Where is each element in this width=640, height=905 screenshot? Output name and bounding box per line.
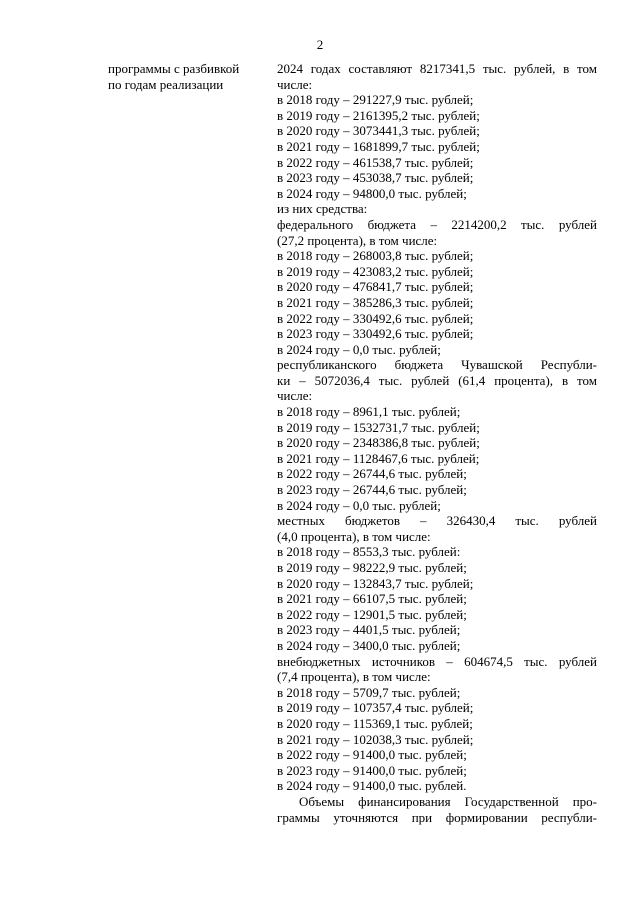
year-amount-line: в 2024 году – 91400,0 тыс. рублей.	[277, 778, 467, 794]
year-amount-line: в 2024 году – 3400,0 тыс. рублей;	[277, 637, 461, 653]
year-amount-line: в 2018 году – 291227,9 тыс. рублей;	[277, 92, 474, 108]
year-amount-line: в 2023 году – 453038,7 тыс. рублей;	[277, 170, 474, 186]
year-amount-line: в 2019 году – 423083,2 тыс. рублей;	[277, 263, 474, 279]
text-line: числе:	[277, 76, 313, 92]
left-column-label	[108, 61, 258, 92]
year-amount-line: в 2024 году – 0,0 тыс. рублей;	[277, 497, 441, 513]
section-heading-extrabudgetary: внебюджетных источников – 604674,5 тыс. рублей	[277, 653, 597, 669]
year-amount-line: в 2018 году – 5709,7 тыс. рублей;	[277, 684, 461, 700]
text-line: (27,2 процента), в том числе:	[277, 232, 438, 248]
text-line: (4,0 процента), в том числе:	[277, 528, 431, 544]
year-amount-line: в 2018 году – 8961,1 тыс. рублей;	[277, 404, 461, 420]
year-amount-line: в 2023 году – 4401,5 тыс. рублей;	[277, 622, 461, 638]
page-number: 2	[316, 37, 324, 52]
year-amount-line: в 2022 году – 12901,5 тыс. рублей;	[277, 606, 467, 622]
year-amount-line: в 2021 году – 1128467,6 тыс. рублей;	[277, 450, 480, 466]
right-column-financing-text	[277, 61, 597, 825]
year-amount-line: в 2021 году – 1681899,7 тыс. рублей;	[277, 138, 480, 154]
text-line: числе:	[277, 388, 313, 404]
year-amount-line: в 2021 году – 66107,5 тыс. рублей;	[277, 591, 467, 607]
left-label-line: программы с разбивкой	[108, 61, 240, 76]
year-amount-line: в 2018 году – 8553,3 тыс. рублей:	[277, 544, 461, 560]
closing-paragraph-line: Объемы финансирования Государственной про-	[299, 793, 597, 809]
text-line: из них средства:	[277, 201, 368, 217]
year-amount-line: в 2022 году – 330492,6 тыс. рублей;	[277, 310, 474, 326]
section-heading-republican: республиканского бюджета Чувашской Республи-	[277, 357, 597, 373]
year-amount-line: в 2018 году – 268003,8 тыс. рублей;	[277, 248, 474, 264]
text-line: 2024 годах составляют 8217341,5 тыс. рублей, в том	[277, 61, 597, 76]
year-amount-line: в 2019 году – 98222,9 тыс. рублей;	[277, 560, 467, 575]
section-heading-federal: федерального бюджета – 2214200,2 тыс. рублей	[277, 216, 597, 232]
year-amount-line: в 2022 году – 26744,6 тыс. рублей;	[277, 466, 467, 482]
year-amount-line: в 2019 году – 2161395,2 тыс. рублей;	[277, 107, 480, 123]
year-amount-line: в 2020 году – 2348386,8 тыс. рублей;	[277, 435, 480, 451]
text-line: ки – 5072036,4 тыс. рублей (61,4 процента), в том	[277, 372, 597, 388]
year-amount-line: в 2020 году – 476841,7 тыс. рублей;	[277, 279, 474, 295]
year-amount-line: в 2020 году – 132843,7 тыс. рублей;	[277, 575, 474, 591]
year-amount-line: в 2022 году – 461538,7 тыс. рублей;	[277, 154, 474, 170]
year-amount-line: в 2022 году – 91400,0 тыс. рублей;	[277, 747, 467, 763]
left-label-line: по годам реализации	[108, 76, 224, 92]
year-amount-line: в 2021 году – 385286,3 тыс. рублей;	[277, 294, 474, 310]
year-amount-line: в 2019 году – 1532731,7 тыс. рублей;	[277, 419, 480, 435]
year-amount-line: в 2023 году – 26744,6 тыс. рублей;	[277, 482, 467, 498]
section-heading-local: местных бюджетов – 326430,4 тыс. рублей	[277, 513, 597, 529]
text-line: (7,4 процента), в том числе:	[277, 669, 431, 685]
year-amount-line: в 2024 году – 94800,0 тыс. рублей;	[277, 185, 467, 201]
year-amount-line: в 2020 году – 3073441,3 тыс. рублей;	[277, 123, 480, 139]
closing-paragraph-line: граммы уточняются при формировании республи-	[277, 809, 597, 825]
year-amount-line: в 2020 году – 115369,1 тыс. рублей;	[277, 715, 473, 731]
year-amount-line: в 2023 году – 91400,0 тыс. рублей;	[277, 762, 467, 778]
year-amount-line: в 2023 году – 330492,6 тыс. рублей;	[277, 326, 474, 342]
year-amount-line: в 2021 году – 102038,3 тыс. рублей;	[277, 731, 474, 747]
year-amount-line: в 2019 году – 107357,4 тыс. рублей;	[277, 700, 474, 716]
year-amount-line: в 2024 году – 0,0 тыс. рублей;	[277, 341, 441, 357]
